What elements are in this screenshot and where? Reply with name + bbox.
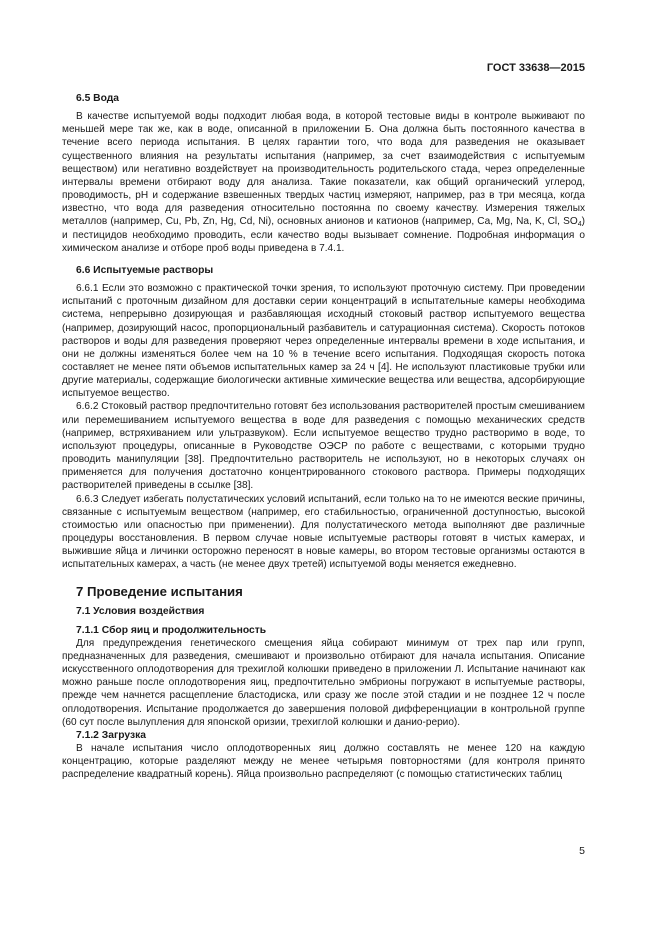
section-6-5-heading: 6.5 Вода [76,93,120,104]
page-number: 5 [579,845,585,857]
section-7-1-1-heading: 7.1.1 Сбор яиц и продолжительность [76,624,267,636]
paragraph-7-1-2: В начале испытания число оплодотворенных яиц должно составлять не менее 120 на каждую концентрацию, которые разделяют между не менее четырьмя повторностями (для контроля принято распределение квадратный корень). Яйца произвольно распределяют (с помощью статистических таблиц [62,743,585,781]
section-7-heading: 7 Проведение испытания [76,584,243,600]
paragraph-6-6-1: 6.6.1 Если это возможно с практической точки зрения, то используют проточную систему. При проведении испытаний с проточным дизайном для доставки серии концентраций в испытательные камеры необходима система, непрерывно дозирующая и разбавляющая исходный стоковый раствор испытуемого вещества (например, дозирующий насос, пропорциональный разбавитель и сатурационная система). Скорость потоков растворов и воды для разведения проверяют через определенные интервалы времени в ходе испытания, и они не должны изменяться более чем на 10 % в течение всего испытания. Подходящая скорость потока составляет не менее пяти объемов испытательных камер за 24 ч [4]. Не используют пластиковые трубки или другие материалы, содержащие биологически активные химические вещества или вещества, адсорбирующие испытуемое вещество. [62,283,585,400]
standard-number: ГОСТ 33638—2015 [486,62,585,74]
section-6-6-heading: 6.6 Испытуемые растворы [76,264,214,276]
section-7-1-heading: 7.1 Условия воздействия [76,606,205,618]
paragraph-7-1-1: Для предупреждения генетического смещения яйца собирают минимум от трех пар или групп, предназначенных для разведения, смешивают и произвольно отбирают для начала испытания. Описание искусственного оплодотворения для трехиглой колюшки приведено в приложении Л. Испытание начинают как можно раньше после оплодотворения яиц, предпочтительно эмбрионы погружают в испытуемые растворы, прежде чем начнется расщепление бластодиска, или сразу же после этой стадии и не позднее 12 ч после оплодотворения. Испытание продолжается до завершения половой дифференциации в контрольной группе (60 сут после вылупления для японской оризии, трехиглой колюшки и данио-рерио). [62,637,585,728]
document-body [62,92,585,782]
section-7-1-2-heading: 7.1.2 Загрузка [76,729,146,741]
paragraph-6-6-2: 6.6.2 Стоковый раствор предпочтительно готовят без использования растворителей простым смешиванием или перемешиванием испытуемого вещества в воде для разведения с помощью механических средств (например, встряхиванием или ультразвуком). Если испытуемое вещество трудно растворимо в воде, то используют процедуры, описанные в Руководстве ОЭСР по работе с веществами, с которыми трудно проводить манипуляции [38]. Предпочтительно растворитель не используют, но в некоторых случаях он применяется для получения достаточно концентрированного стокового раствора. Примеры подходящих растворителей приведены в ссылке [38]. [62,401,585,492]
section-6-5-paragraph: В качестве испытуемой воды подходит любая вода, в которой тестовые виды в контроле выживают по меньшей мере так же, как в воде, описанной в приложении Б. Она должна быть постоянного качества в течение всего периода испытания. В целях гарантии того, что вода для разведения не оказывает существенного влияния на результаты испытания (например, за счет взаимодействия с испытуемым веществом) или негативно воздействует на производительность родительского стада, через определенные интервалы времени отбирают воду для анализа. Такие показатели, как общий органический углерод, проводимость, pH и содержание взвешенных твердых частиц измеряют, например, раз в три месяца, когда известно, что вода для разведения относительно постоянна по своему качеству. Измерения тяжелых металлов (например, Cu, Pb, Zn, Hg, Cd, Ni), основных анионов и катионов (например, Ca, Mg, Na, K, Cl, $SO_4$) и пестицидов необходимо проводить, если качество воды вызывает сомнение. Подробная информация о химическом анализе и отборе проб воды приведена в 7.4.1. [62,111,585,254]
paragraph-6-6-3: 6.6.3 Следует избегать полустатических условий испытаний, если только на то не имеются веские причины, связанные с испытуемым веществом (например, его стабильностью, ограниченной доступностью, высокой стоимостью или опасностью при применении). Для полустатического метода выполняют две различные процедуры восстановления. В первом случае новые испытуемые растворы готовят в чистых камерах, и выжившие яйца и личинки осторожно переносят в новые камеры, во втором тестовые организмы остаются в испытательных камерах, а часть (не менее двух третей) испытуемой воды меняется ежедневно. [62,493,585,571]
